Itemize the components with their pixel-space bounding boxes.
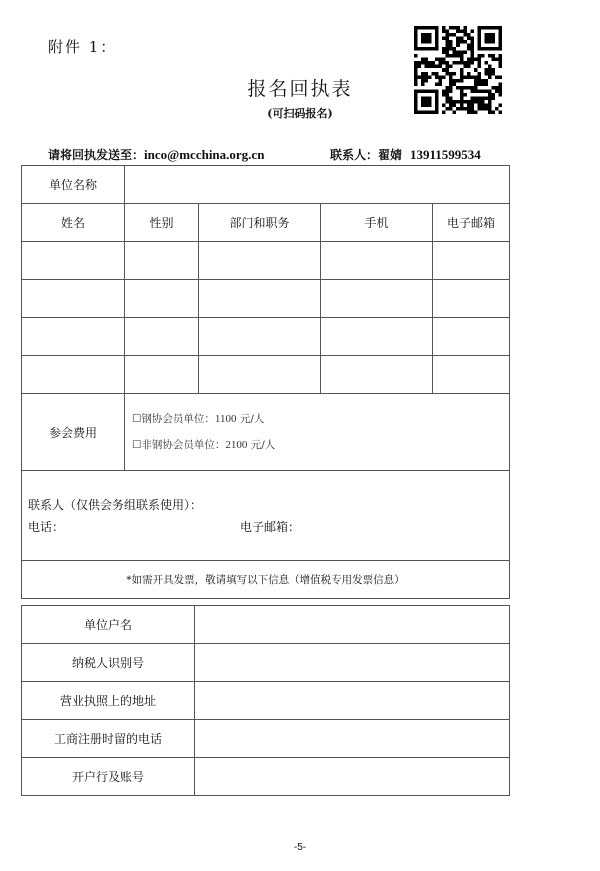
- invoice-field-label: 工商注册时留的电话: [22, 720, 195, 758]
- send-label: 请将回执发送至：: [48, 148, 145, 162]
- form-subtitle: (可扫码报名): [267, 107, 333, 120]
- invoice-row: [22, 644, 510, 682]
- send-email-link[interactable]: inco@mcchina.org.cn: [144, 147, 265, 162]
- invoice-field-input[interactable]: [195, 758, 510, 796]
- form-title: 报名回执表: [247, 78, 353, 100]
- invoice-field-label: 开户行及账号: [22, 758, 195, 796]
- attendee-email-input[interactable]: [433, 242, 510, 280]
- invoice-field-label: 营业执照上的地址: [22, 682, 195, 720]
- checkbox-icon[interactable]: ☐: [132, 439, 142, 451]
- column-header-gender: 性别: [125, 204, 199, 242]
- page-number: -5-: [293, 842, 307, 853]
- attendee-email-input[interactable]: [433, 318, 510, 356]
- contact-cell: [22, 471, 510, 561]
- attendee-mobile-input[interactable]: [321, 242, 433, 280]
- fee-label: 参会费用: [22, 394, 125, 471]
- attendee-name-input[interactable]: [22, 242, 125, 280]
- attendee-department-input[interactable]: [199, 318, 321, 356]
- attendee-row: [22, 242, 510, 280]
- attendee-gender-input[interactable]: [125, 280, 199, 318]
- fee-unit: 元/人: [247, 439, 276, 451]
- invoice-field-label: 单位户名: [22, 606, 195, 644]
- attendee-email-input[interactable]: [433, 356, 510, 394]
- column-header-department: 部门和职务: [199, 204, 321, 242]
- invoice-row: [22, 606, 510, 644]
- attendee-department-input[interactable]: [199, 280, 321, 318]
- invoice-field-input[interactable]: [195, 606, 510, 644]
- qr-code-icon[interactable]: [414, 25, 502, 115]
- invoice-note-row: [22, 561, 510, 599]
- invoice-field-input[interactable]: [195, 644, 510, 682]
- attendee-row: [22, 318, 510, 356]
- invoice-row: [22, 682, 510, 720]
- invoice-field-label: 纳税人识别号: [22, 644, 195, 682]
- invoice-field-input[interactable]: [195, 682, 510, 720]
- column-header-email: 电子邮箱: [433, 204, 510, 242]
- fee-options: [125, 394, 510, 471]
- organizer-contact: [330, 146, 481, 163]
- attendee-header-row: [22, 204, 510, 242]
- fee-amount: 1100: [214, 413, 237, 425]
- invoice-note: *如需开具发票，敬请填写以下信息（增值税专用发票信息）: [22, 561, 510, 599]
- unit-name-row: [22, 166, 510, 204]
- organizer-phone: 13911599534: [410, 147, 481, 162]
- fee-unit: 元/人: [236, 413, 265, 425]
- fee-option-non-member[interactable]: [132, 432, 509, 458]
- invoice-table: [21, 605, 510, 796]
- attendee-mobile-input[interactable]: [321, 318, 433, 356]
- attendee-gender-input[interactable]: [125, 356, 199, 394]
- contact-phone-label: 电话：: [28, 519, 65, 534]
- attendee-gender-input[interactable]: [125, 318, 199, 356]
- invoice-row: [22, 758, 510, 796]
- fee-amount: 2100: [225, 439, 248, 451]
- attendee-mobile-input[interactable]: [321, 280, 433, 318]
- column-header-mobile: 手机: [321, 204, 433, 242]
- fee-option-text: 非钢协会员单位：: [141, 439, 226, 451]
- attendee-name-input[interactable]: [22, 318, 125, 356]
- unit-name-input[interactable]: [125, 166, 510, 204]
- attendee-department-input[interactable]: [199, 242, 321, 280]
- attendee-name-input[interactable]: [22, 356, 125, 394]
- attendee-name-input[interactable]: [22, 280, 125, 318]
- unit-name-label: 单位名称: [22, 166, 125, 204]
- invoice-row: [22, 720, 510, 758]
- attendee-row: [22, 356, 510, 394]
- attendee-gender-input[interactable]: [125, 242, 199, 280]
- attachment-label: 附件 1：: [48, 38, 118, 56]
- contact-label: 联系人（仅供会务组联系使用）：: [28, 497, 203, 512]
- attendee-row: [22, 280, 510, 318]
- registration-form-table: [21, 165, 510, 599]
- fee-row: [22, 394, 510, 471]
- attendee-email-input[interactable]: [433, 280, 510, 318]
- contact-row: [22, 471, 510, 561]
- checkbox-icon[interactable]: ☐: [132, 413, 142, 425]
- column-header-name: 姓名: [22, 204, 125, 242]
- invoice-field-input[interactable]: [195, 720, 510, 758]
- organizer-contact-label: 联系人：翟婧: [330, 148, 403, 162]
- fee-option-text: 钢协会员单位：: [141, 413, 215, 425]
- contact-email-label: 电子邮箱：: [240, 519, 301, 534]
- send-to-line: [48, 146, 264, 163]
- fee-option-member[interactable]: [132, 406, 509, 432]
- attendee-department-input[interactable]: [199, 356, 321, 394]
- attendee-mobile-input[interactable]: [321, 356, 433, 394]
